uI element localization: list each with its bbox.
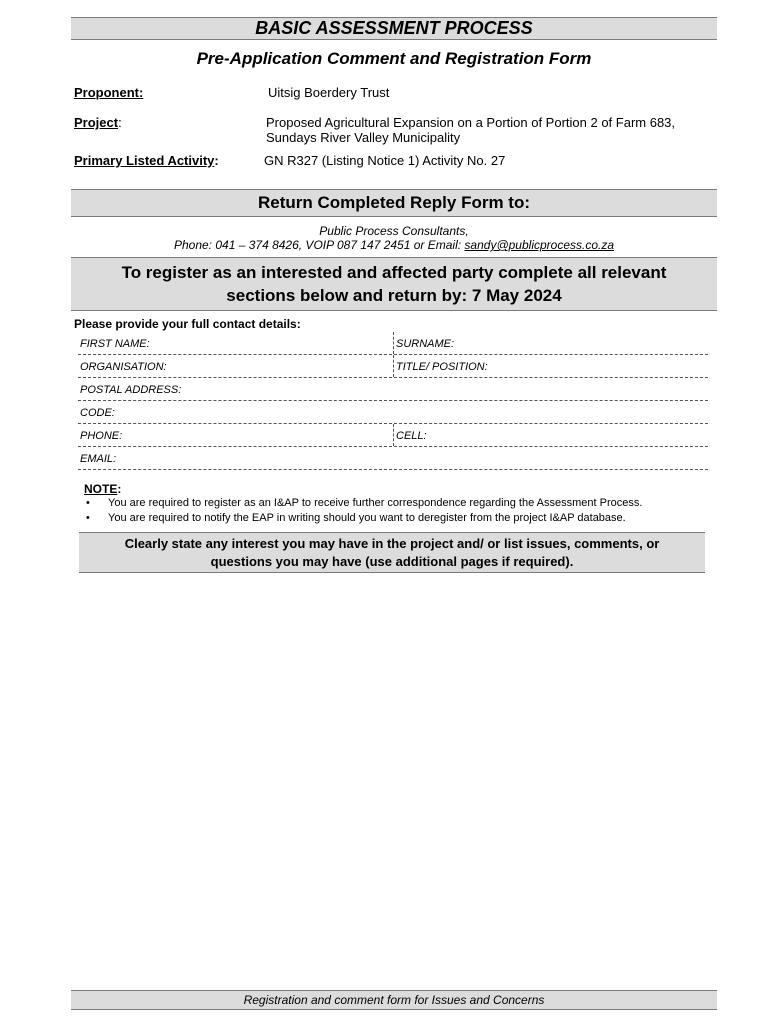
activity-value: GN R327 (Listing Notice 1) Activity No. 27 [264, 153, 506, 168]
project-value-line2: Sundays River Valley Municipality [266, 130, 461, 145]
interest-instruction-line1: Clearly state any interest you may have in the project and/ or list issues, comments, or [124, 536, 660, 551]
consultant-email-link[interactable]: sandy@publicprocess.co.za [464, 238, 615, 252]
register-instruction-line1: To register as an interested and affected party complete all relevant [121, 263, 667, 282]
note-title: NOTE [84, 482, 118, 496]
project-label: Project [74, 115, 119, 130]
email-row [78, 447, 708, 470]
postal-address-row [78, 378, 708, 401]
phone-row-divider [393, 424, 394, 446]
consultant-contact [71, 238, 717, 252]
name-row [78, 332, 708, 355]
organisation-row-divider [393, 355, 394, 377]
contact-details-intro: Please provide your full contact details: [74, 317, 301, 331]
footer-text: Registration and comment form for Issues and Concerns [243, 993, 545, 1007]
phone-field[interactable]: PHONE: [80, 430, 123, 442]
bullet-icon: • [86, 497, 90, 509]
note-heading: NOTE: [84, 482, 122, 496]
footer-band [71, 990, 717, 1010]
proponent-value: Uitsig Boerdery Trust [268, 85, 390, 100]
bullet-icon: • [86, 512, 90, 524]
first-name-field[interactable]: FIRST NAME: [80, 338, 150, 350]
register-band [71, 257, 717, 311]
code-row [78, 401, 708, 424]
form-subtitle: Pre-Application Comment and Registration Form [196, 49, 592, 68]
note-bullet-text-2: You are required to notify the EAP in writing should you want to deregister from the project I&AP database. [108, 512, 626, 524]
surname-field[interactable]: SURNAME: [396, 338, 455, 350]
email-field[interactable]: EMAIL: [80, 453, 117, 465]
interest-band [79, 532, 705, 573]
postal-address-field[interactable]: POSTAL ADDRESS: [80, 384, 182, 396]
phone-row [78, 424, 708, 447]
project-value-line1: Proposed Agricultural Expansion on a Portion of Portion 2 of Farm 683, [266, 115, 676, 130]
proponent-label: Proponent: [74, 85, 144, 100]
organisation-field[interactable]: ORGANISATION: [80, 361, 167, 373]
return-heading: Return Completed Reply Form to: [257, 193, 530, 212]
return-band [71, 189, 717, 217]
interest-instruction-line2: questions you may have (use additional pages if required). [210, 554, 574, 569]
title-band [71, 17, 717, 40]
activity-label-wrap: Primary Listed Activity: [74, 153, 219, 168]
comment-area[interactable] [79, 575, 705, 975]
title-position-field[interactable]: TITLE/ POSITION: [396, 361, 488, 373]
organisation-row [78, 355, 708, 378]
activity-label: Primary Listed Activity [74, 153, 215, 168]
register-instruction-line2: sections below and return by: 7 May 2024 [226, 286, 562, 305]
consultant-name: Public Process Consultants, [319, 224, 469, 238]
page-title: BASIC ASSESSMENT PROCESS [255, 18, 533, 38]
note-bullet-text-1: You are required to register as an I&AP to receive further correspondence regarding the Assessment Process. [108, 497, 643, 509]
note-bullet-2 [86, 512, 626, 524]
code-field[interactable]: CODE: [80, 407, 115, 419]
note-bullet-1 [86, 497, 642, 509]
consultant-phone: Phone: 041 – 374 8426, VOIP 087 147 2451 or Email: [173, 238, 465, 252]
name-row-divider [393, 332, 394, 354]
cell-field[interactable]: CELL: [396, 430, 427, 442]
project-label-wrap: Project: [74, 115, 122, 130]
